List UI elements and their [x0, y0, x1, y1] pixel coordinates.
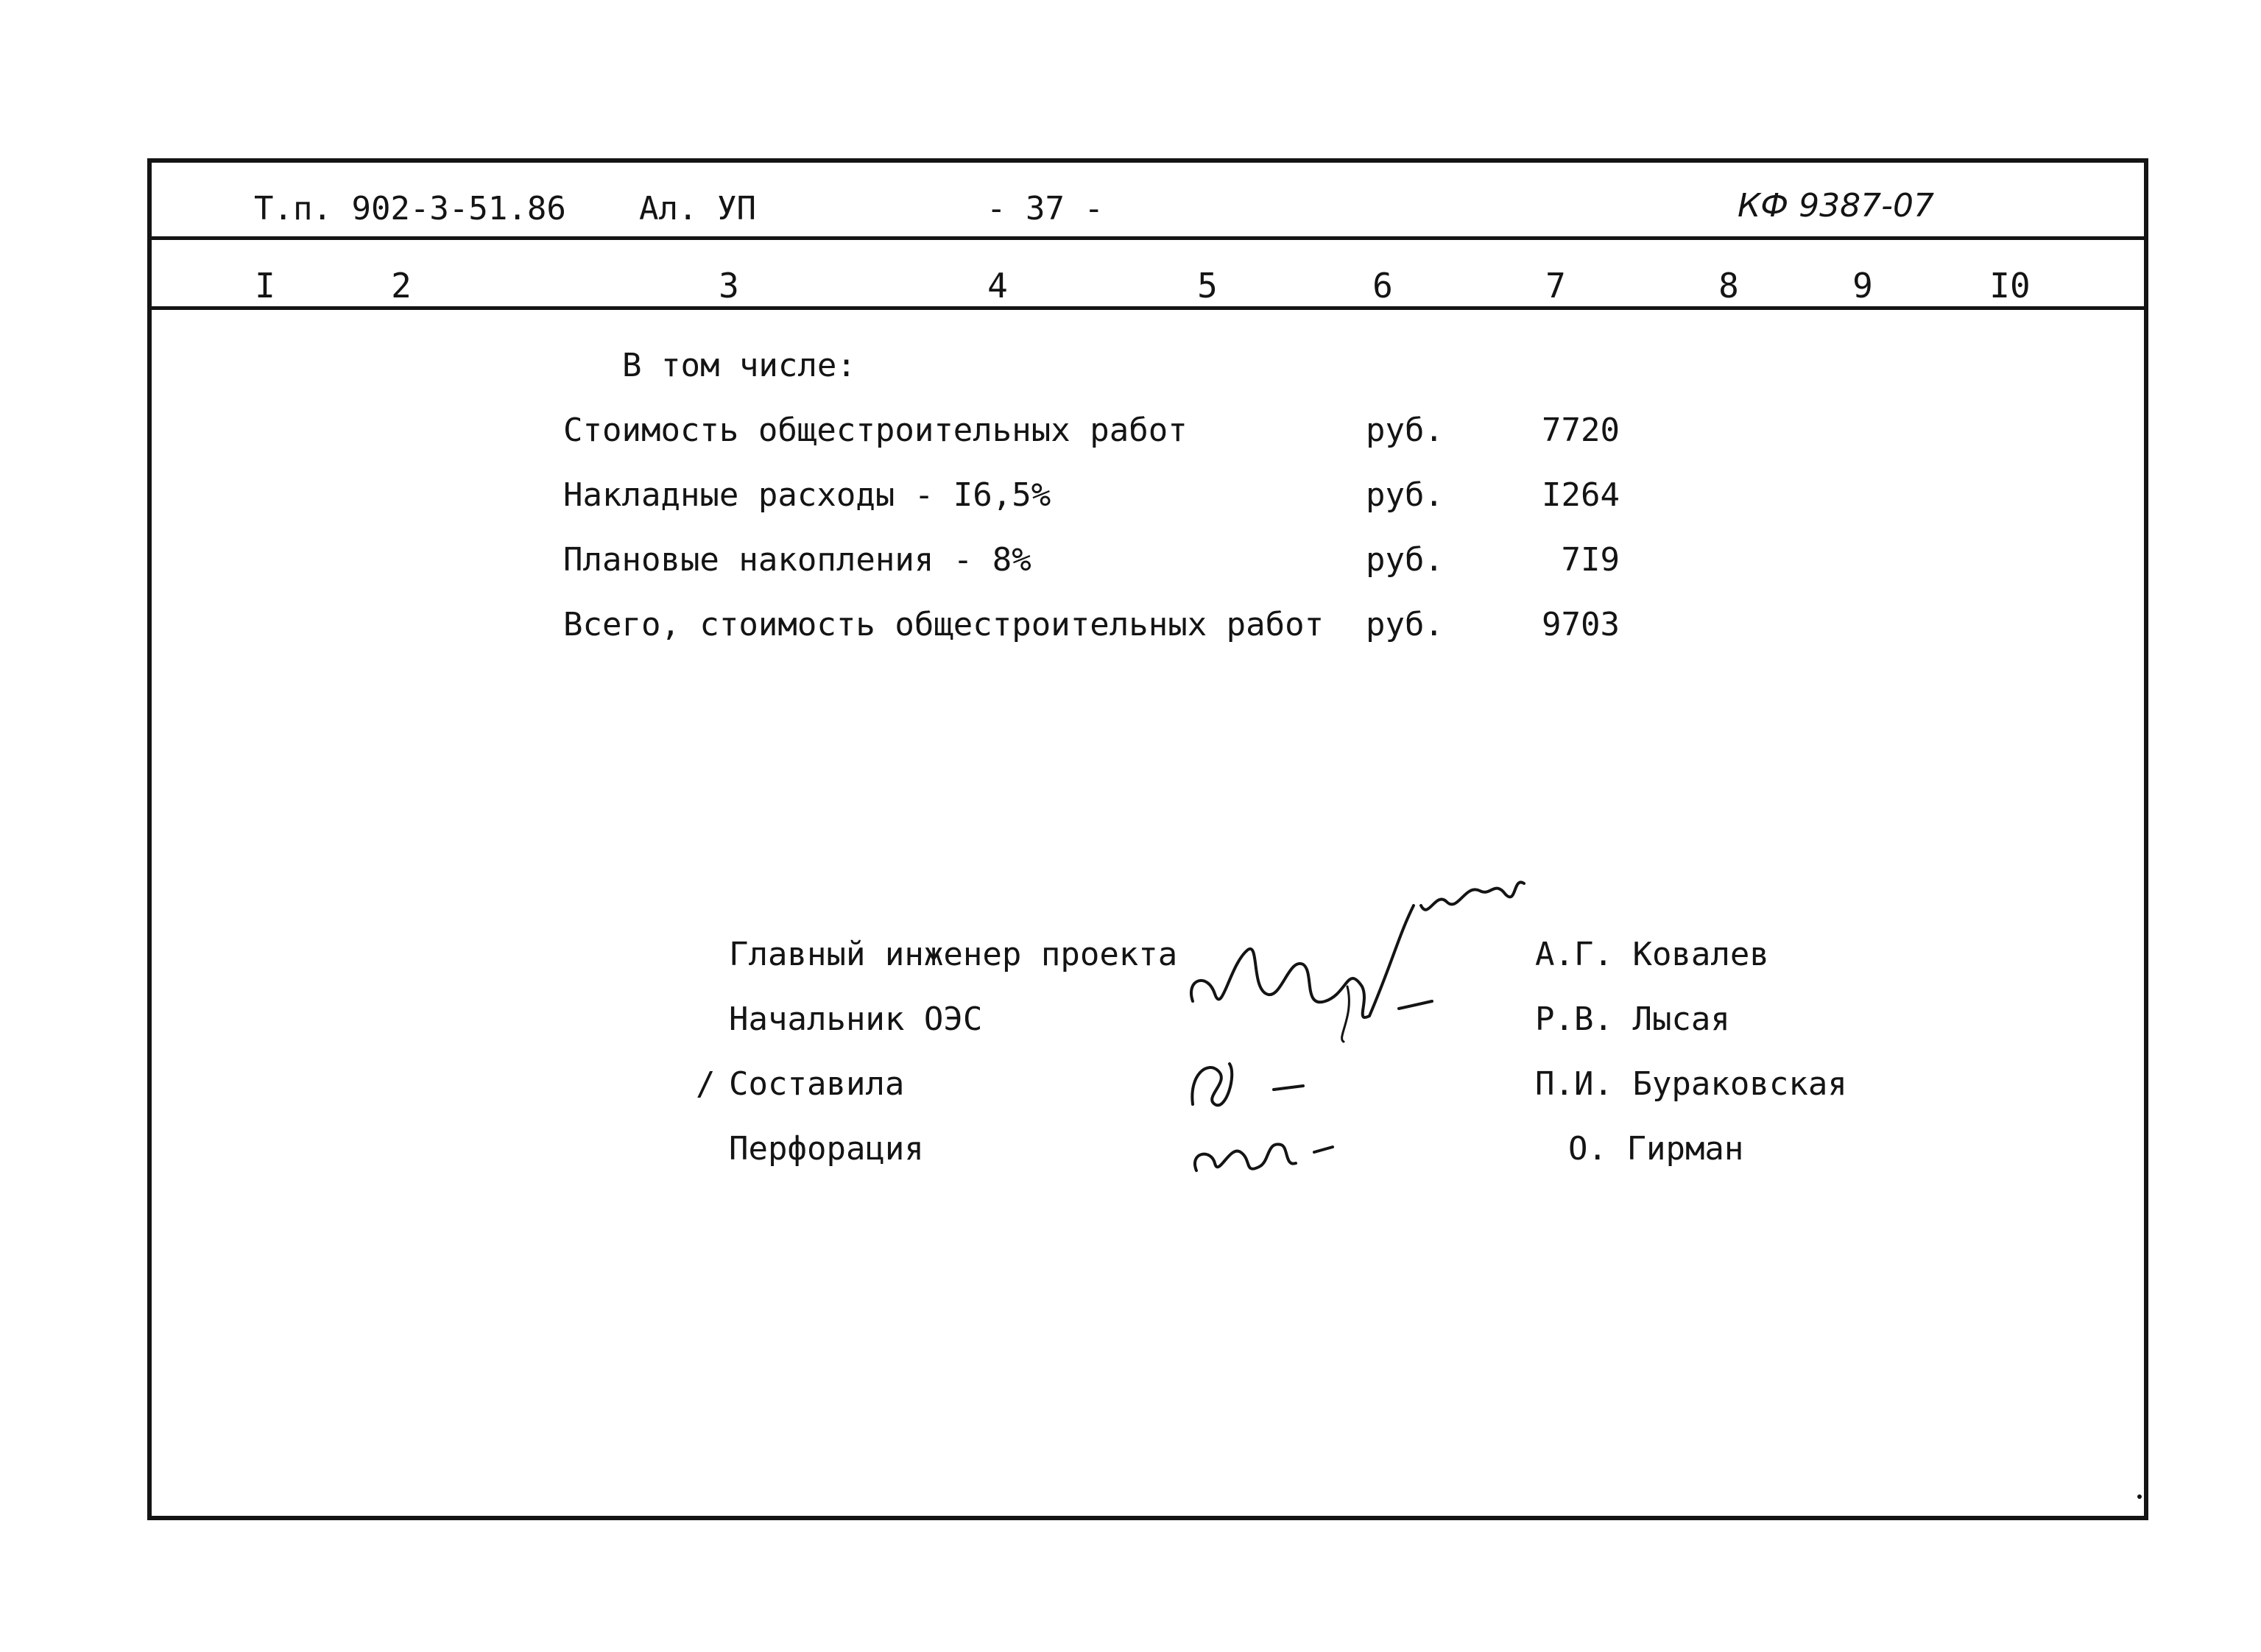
row-value: 7720	[1542, 412, 1620, 449]
column-number: I	[255, 266, 275, 306]
header-divider	[152, 236, 2144, 240]
signature-role: Перфорация	[729, 1130, 924, 1168]
column-number: I0	[1989, 266, 2031, 306]
page-number: - 37 -	[987, 190, 1104, 227]
signature-name: П.И. Бураковская	[1535, 1065, 1847, 1103]
column-number: 3	[719, 266, 739, 306]
row-value: I264	[1542, 476, 1620, 514]
signature-scribble-compiler	[1178, 1045, 1355, 1119]
column-number: 5	[1197, 266, 1218, 306]
slash-mark: /	[696, 1065, 716, 1103]
row-label: Накладные расходы - I6,5%	[563, 476, 1051, 514]
column-number: 4	[987, 266, 1008, 306]
row-value: 9703	[1542, 606, 1620, 643]
section-title: В том числе:	[622, 347, 856, 384]
row-unit: руб.	[1366, 606, 1444, 643]
signature-role: Начальник ОЭС	[729, 1000, 983, 1038]
series-label: Т.п. 902-3-51.86	[254, 190, 566, 227]
signature-name: О. Гирман	[1568, 1130, 1744, 1168]
album-label: Ал. УП	[639, 190, 756, 227]
column-header-divider	[152, 306, 2144, 310]
column-number: 8	[1718, 266, 1739, 306]
column-number: 6	[1372, 266, 1393, 306]
row-label: Плановые накопления - 8%	[563, 541, 1031, 579]
column-number: 9	[1852, 266, 1873, 306]
signature-scribble-perforation	[1178, 1112, 1369, 1193]
column-number: 7	[1545, 266, 1566, 306]
row-unit: руб.	[1366, 476, 1444, 514]
row-value: 7I9	[1561, 541, 1620, 579]
signature-scribble-chief-engineer	[1178, 876, 1561, 1045]
row-unit: руб.	[1366, 412, 1444, 449]
signature-role: Составила	[729, 1065, 905, 1103]
signature-name: Р.В. Лысая	[1535, 1000, 1730, 1038]
signature-name: А.Г. Ковалев	[1535, 936, 1769, 973]
row-label: Стоимость общестроительных работ	[563, 412, 1188, 449]
signature-role: Главный инженер проекта	[729, 936, 1178, 973]
column-number: 2	[391, 266, 412, 306]
stray-dot	[2137, 1494, 2142, 1499]
document-sheet	[147, 158, 2148, 1520]
document-code: КФ 9387-07	[1738, 187, 1934, 225]
row-unit: руб.	[1366, 541, 1444, 579]
row-label: Всего, стоимость общестроительных работ	[563, 606, 1324, 643]
